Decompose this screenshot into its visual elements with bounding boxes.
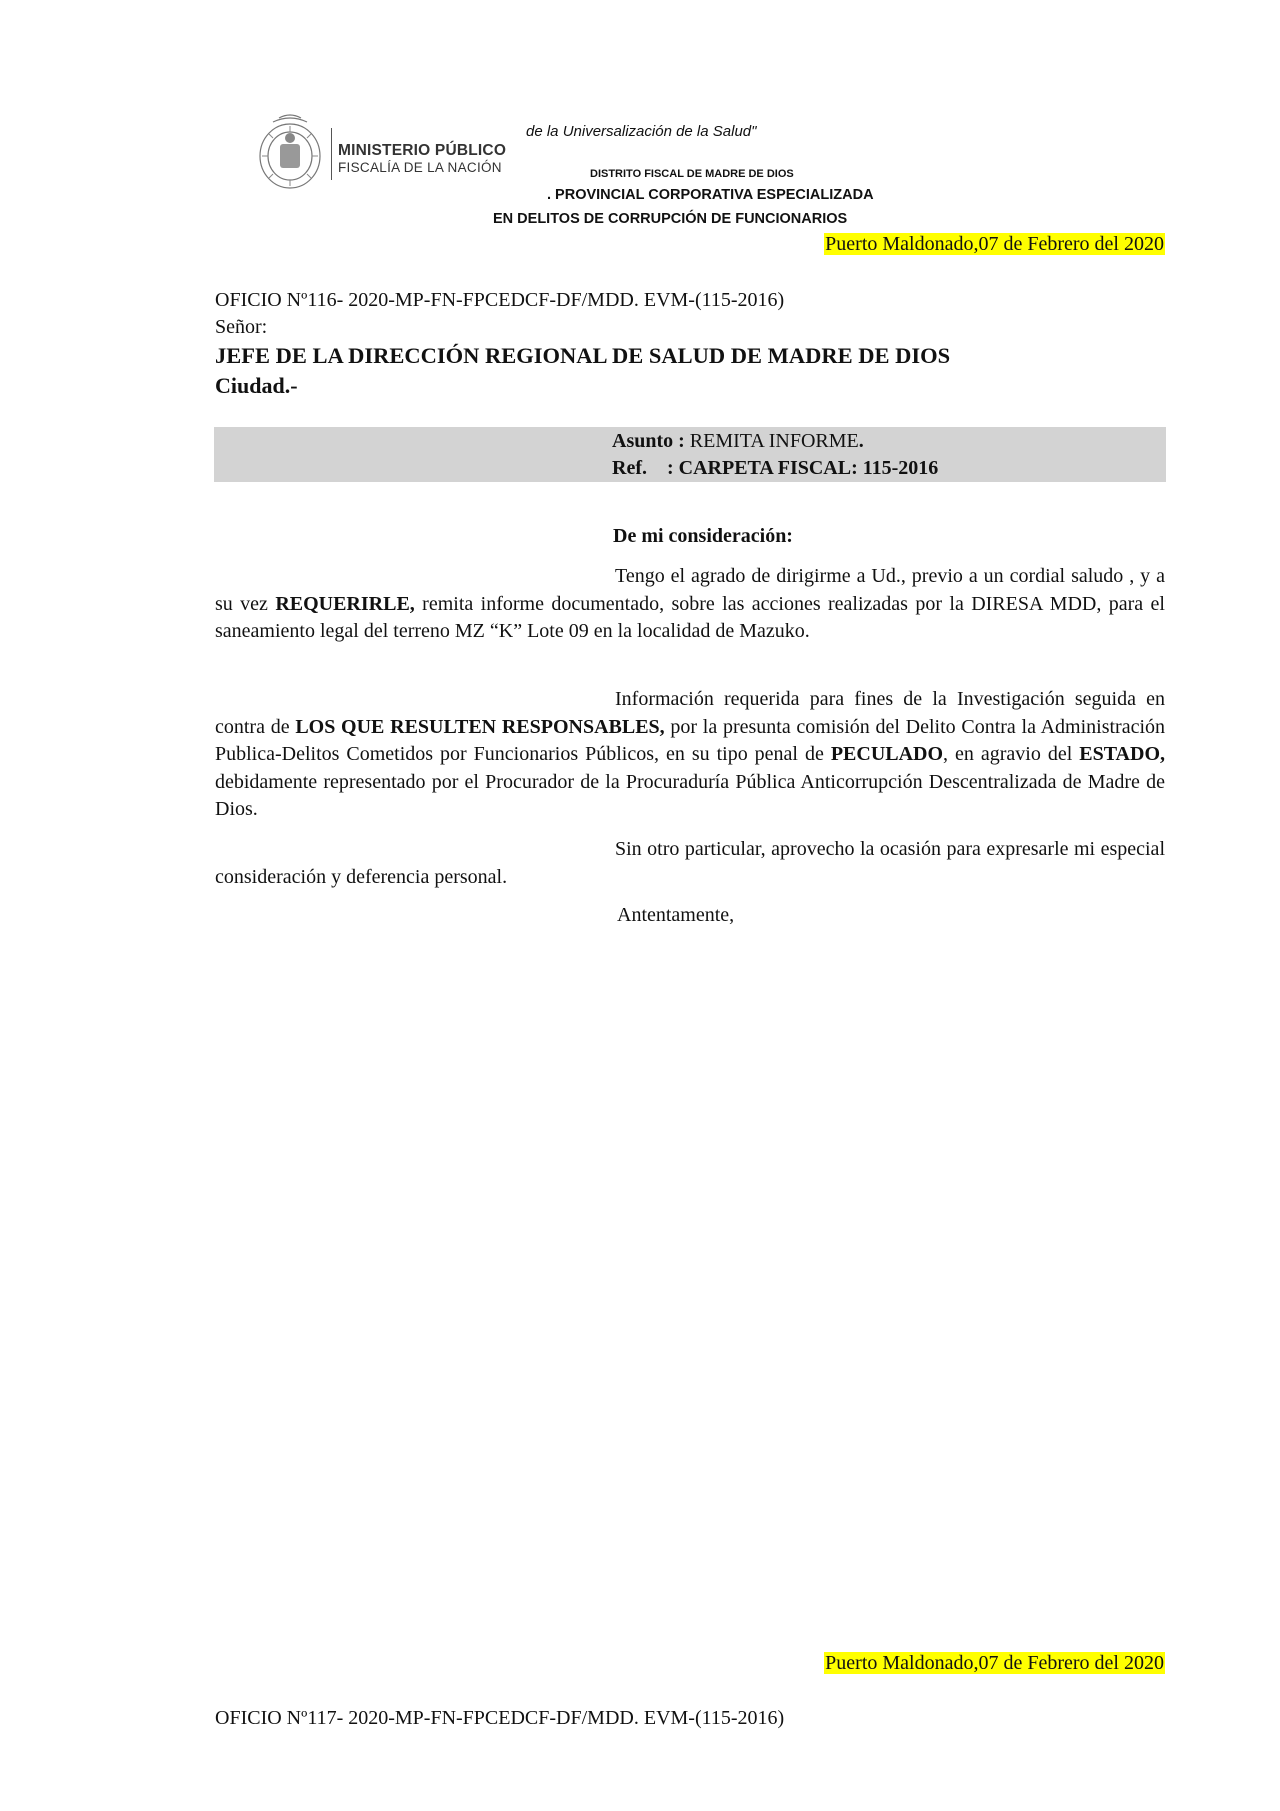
year-motto: de la Universalización de la Salud"	[526, 123, 757, 140]
subject-value: REMITA INFORME	[689, 430, 859, 452]
paragraph-2: Información requerida para fines de la Investigación seguida en contra de LOS QUE RESULTEN RESPONSABLES, por la presunta comisión del Delito Contra la Administración Publica-Delitos Cometidos por Funcionarios Públicos, en su tipo penal de PECULADO, en agravio del ESTADO, debidamente representado por el Procurador de la Procuraduría Pública Anticorrupción Descentralizada de Madre de Dios.	[215, 688, 1165, 820]
letter-date: Puerto Maldonado,07 de Febrero del 2020	[825, 233, 1164, 255]
reference-label: Ref.	[612, 457, 647, 479]
salutation-label: Señor:	[215, 316, 268, 338]
subject-label: Asunto :	[612, 430, 685, 452]
subject-line: Asunto : REMITA INFORME.	[612, 430, 864, 452]
letter-2-date: Puerto Maldonado,07 de Febrero del 2020	[825, 1652, 1164, 1674]
recipient-title: JEFE DE LA DIRECCIÓN REGIONAL DE SALUD DE MADRE DE DIOS	[215, 343, 951, 368]
logo-divider	[331, 128, 332, 180]
logo-subtitle: FISCALÍA DE LA NACIÓN	[338, 160, 502, 175]
oficio-number: OFICIO Nº116- 2020-MP-FN-FPCEDCF-DF/MDD. EVM-(115-2016)	[215, 289, 785, 311]
oficio-2-number: OFICIO Nº117- 2020-MP-FN-FPCEDCF-DF/MDD. EVM-(115-2016)	[215, 1707, 785, 1729]
ministerio-publico-logo	[253, 112, 528, 194]
paragraph-3: Sin otro particular, aprovecho la ocasión para expresarle mi especial consideración y deferencia personal.	[215, 838, 1165, 888]
reference-line	[612, 457, 938, 480]
recipient-city: Ciudad.-	[215, 373, 298, 398]
greeting: De mi consideración:	[613, 525, 793, 547]
district-name: DISTRITO FISCAL DE MADRE DE DIOS	[590, 168, 794, 180]
office-name-line2: EN DELITOS DE CORRUPCIÓN DE FUNCIONARIOS	[493, 211, 848, 227]
national-seal-icon	[253, 112, 327, 194]
office-name-line1: . PROVINCIAL CORPORATIVA ESPECIALIZADA	[547, 187, 874, 203]
paragraph-1: Tengo el agrado de dirigirme a Ud., previo a un cordial saludo , y a su vez REQUERIRLE, remita informe documentado, sobre las acciones realizadas por la DIRESA MDD, para el saneamiento legal del terreno MZ “K” Lote 09 en la localidad de Mazuko.	[215, 565, 1165, 642]
logo-title: MINISTERIO PÚBLICO	[338, 142, 507, 159]
reference-value: : CARPETA FISCAL: 115-2016	[666, 457, 939, 479]
closing: Antentamente,	[617, 904, 735, 926]
